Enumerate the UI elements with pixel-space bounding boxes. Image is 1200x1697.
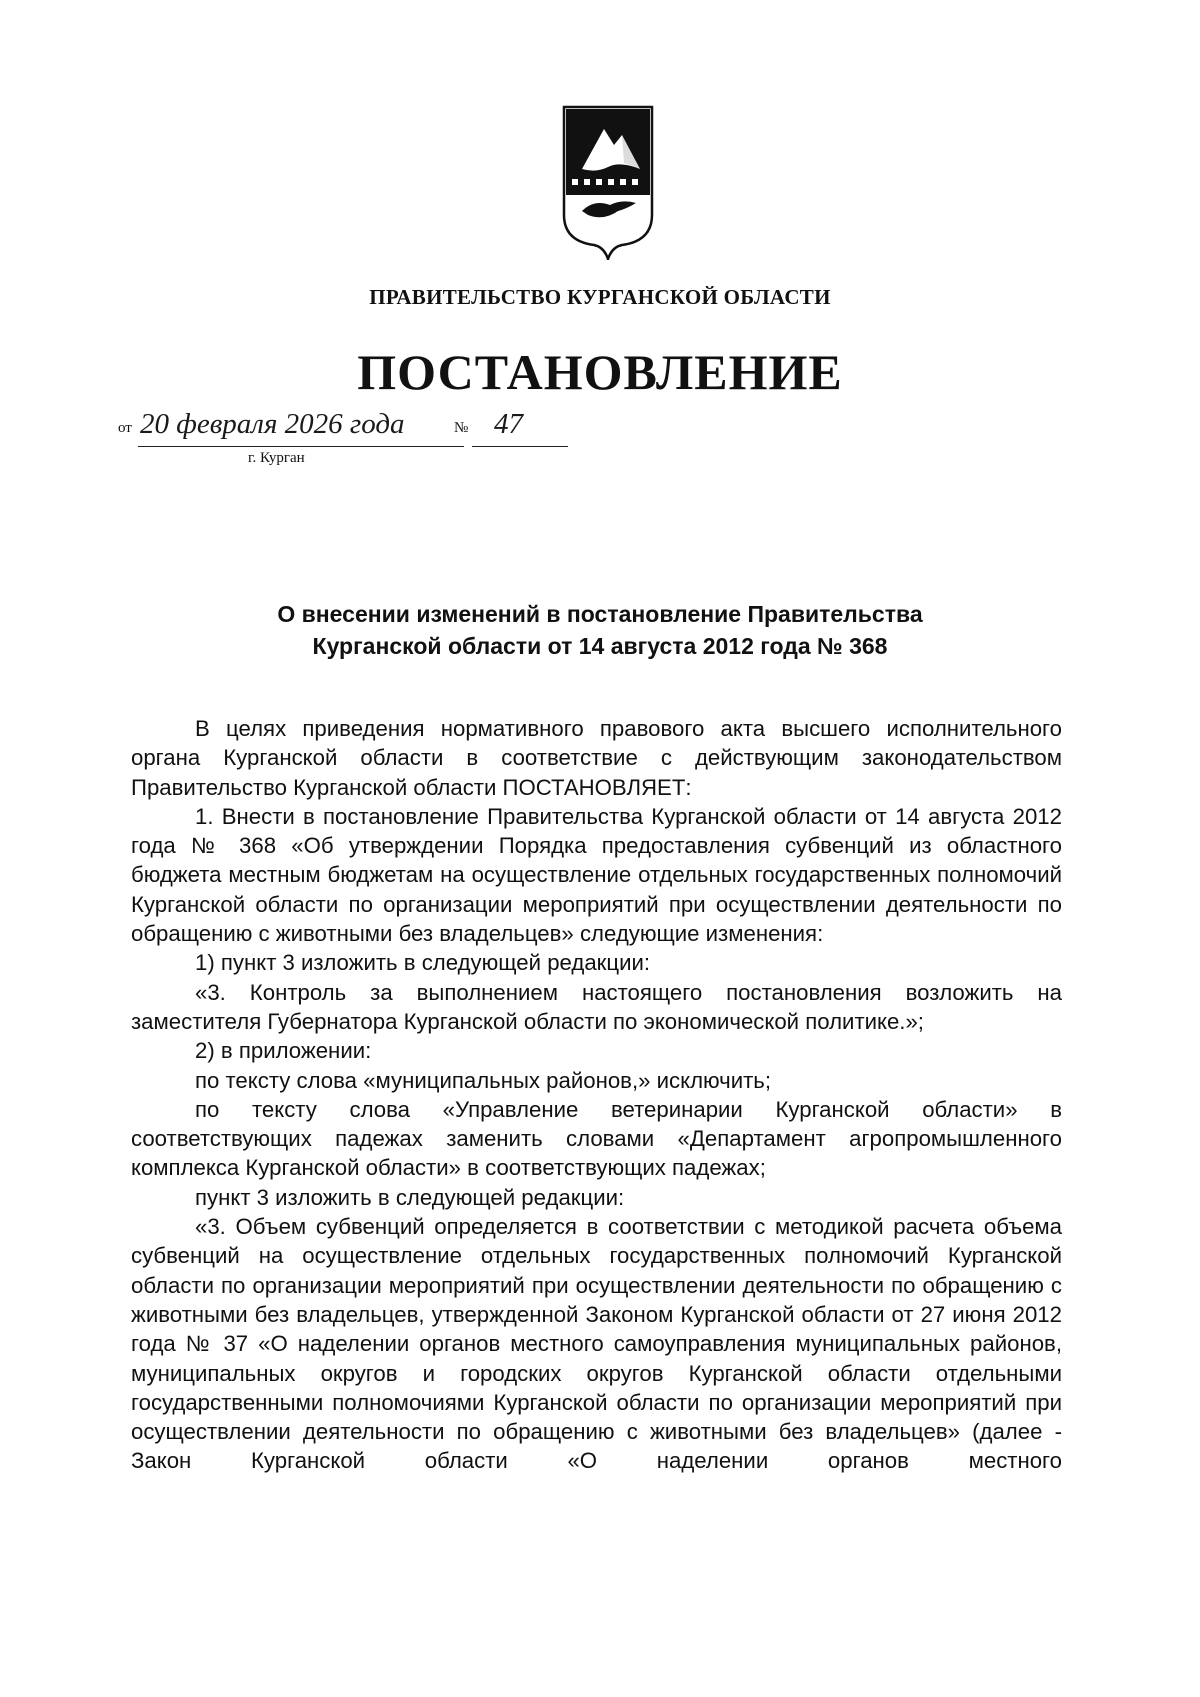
date-number-line (118, 408, 638, 478)
document-title (150, 598, 1050, 662)
paragraph-subitem-1: 1) пункт 3 изложить в следующей редакции: (195, 950, 651, 976)
number-label: № (454, 420, 469, 436)
title-line-1: О внесении изменений в постановление Правительства (277, 601, 923, 627)
from-label: от (118, 420, 132, 436)
document-type: ПОСТАНОВЛЕНИЕ (357, 344, 843, 400)
paragraph-text-change-1: по тексту слова «муниципальных районов,» исключить; (195, 1067, 772, 1093)
kurgan-coat-of-arms-icon (560, 103, 656, 260)
paragraph-point-3-text: «3. Объем субвенций определяется в соответствии с методикой расчета объема субвенций на осуществление отдельных государственных полномочий Курганской области по организации мероприятий при осуществлении деятельности по обращению с животными без владельцев, утвержденной Законом Курганской области от 27 июня 2012 года № 37 «О наделении органов местного самоуправления муниципальных районов, муниципальных округов и городских округов Курганской области отдельными государственными полномочиями Курганской области по организации мероприятий при осуществлении деятельности по обращению с животными без владельцев» (далее - Закон Курганской области «О наделении органов местного (131, 1214, 1062, 1474)
paragraph-point-3-intro: пункт 3 изложить в следующей редакции: (195, 1184, 625, 1210)
organization-name: ПРАВИТЕЛЬСТВО КУРГАНСКОЙ ОБЛАСТИ (369, 285, 831, 309)
handwritten-number: 47 (494, 408, 523, 440)
paragraph-quote-3: «3. Контроль за выполнением настоящего постановления возложить на заместителя Губернатора Курганской области по экономической политике.»; (131, 979, 1062, 1034)
paragraph-subitem-2: 2) в приложении: (195, 1038, 372, 1064)
title-line-2: Курганской области от 14 августа 2012 года № 368 (312, 633, 888, 659)
paragraph-item-1: 1. Внести в постановление Правительства Курганской области от 14 августа 2012 года № 368 «Об утверждении Порядка предоставления субвенций из областного бюджета местным бюджетам на осуществление отдельных государственных полномочий Курганской области по организации мероприятий при осуществлении деятельности по обращению с животными без владельцев» следующие изменения: (131, 803, 1062, 947)
paragraph-text-change-2: по тексту слова «Управление ветеринарии Курганской области» в соответствующих падежах заменить словами «Департамент агропромышленного комплекса Курганской области» в соответствующих падежах; (131, 1096, 1062, 1181)
handwritten-date: 20 февраля 2026 года (140, 408, 405, 440)
city-label: г. Курган (248, 450, 305, 466)
document-body (131, 714, 1062, 1476)
paragraph-preamble: В целях приведения нормативного правового акта высшего исполнительного органа Курганской области в соответствие с действующим законодательством Правительство Курганской области ПОСТАНОВЛЯЕТ: (131, 716, 1062, 800)
